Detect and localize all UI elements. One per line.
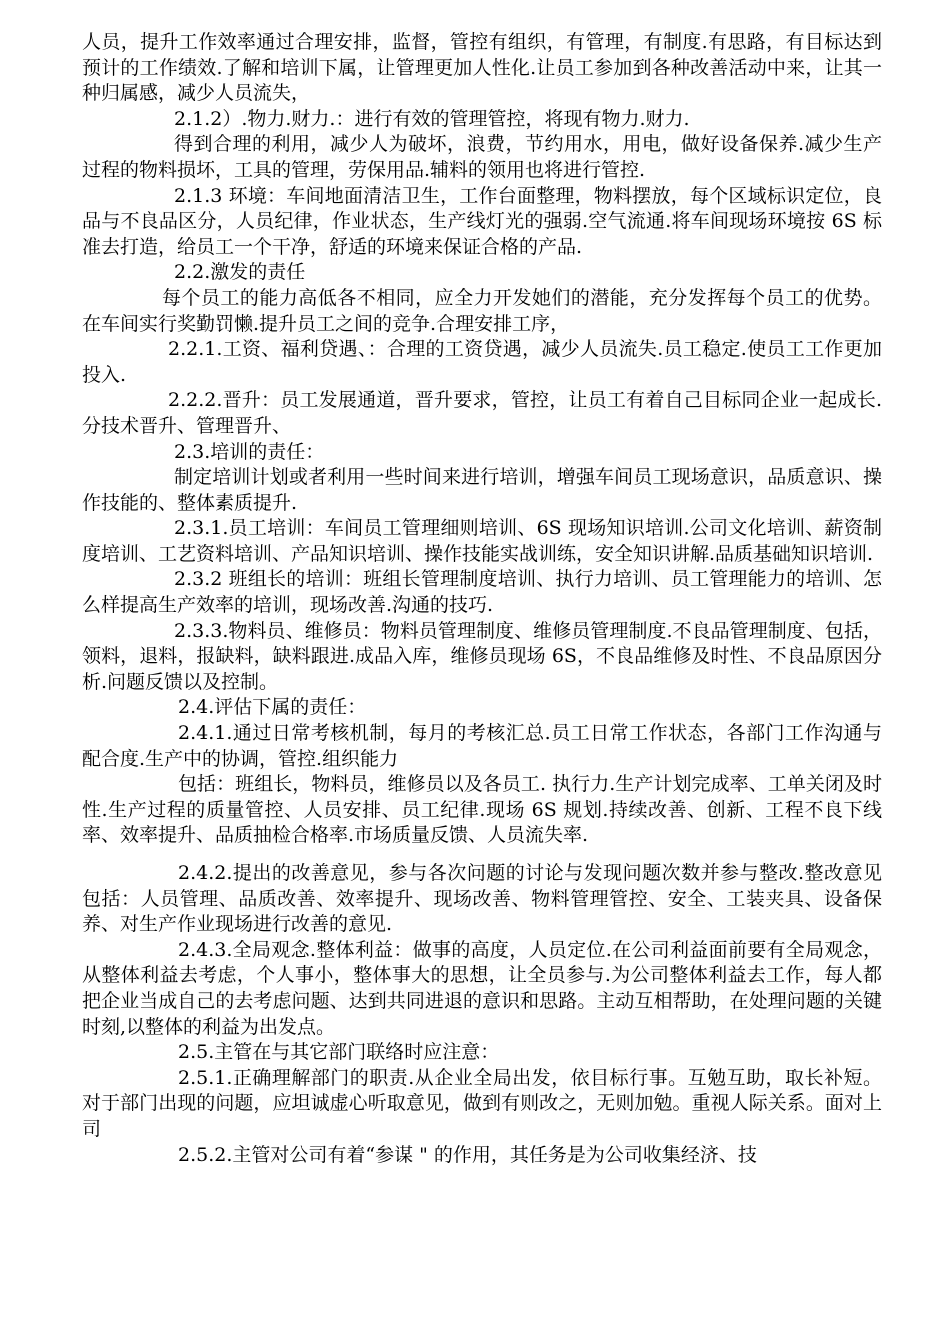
paragraph-2-3-1-staff-training: 2.3.1.员工培训：车间员工管理细则培训、6S 现场知识培训.公司文化培训、薪资制度培训、工艺资料培训、产品知识培训、操作技能实战训练，安全知识讲解.品质基础知识培训. xyxy=(82,517,882,565)
heading-2-3-training: 2.3.培训的责任： xyxy=(174,440,325,463)
paragraph-2-5-1-responsibilities: 2.5.1.正确理解部门的职责.从企业全局出发，依目标行事。互勉互助，取长补短。对于部门出现的问题，应坦诚虚心听取意见，做到有则改之，无则加勉。重视人际关系。面对上司 xyxy=(82,1066,882,1140)
paragraph-2-1-2-materials-finance: 2.1.2）.物力.财力.：进行有效的管理管控，将现有物力.财力. xyxy=(174,107,690,130)
paragraph-2-4-1-assessment: 2.4.1.通过日常考核机制，每月的考核汇总.员工日常工作状态，各部门工作沟通与配合度.生产中的协调，管控.组织能力 xyxy=(82,722,882,770)
paragraph-resource-use: 得到合理的利用，减少人为破坏，浪费，节约用水，用电，做好设备保养.减少生产过程的物料损坏，工具的管理，劳保用品.辅料的领用也将进行管控. xyxy=(82,133,882,181)
heading-2-5-liaison: 2.5.主管在与其它部门联络时应注意： xyxy=(178,1041,500,1064)
paragraph-2-4-2-improvement: 2.4.2.提出的改善意见，参与各次问题的讨论与发现问题次数并参与整改.整改意见包括：人员管理、品质改善、效率提升、现场改善、物料管理管控、安全、工装夹具、设备保养、对生产作业现场进行改善的意见. xyxy=(82,862,882,936)
document-page xyxy=(82,30,902,1168)
paragraph-training-plan: 制定培训计划或者利用一些时间来进行培训，增强车间员工现场意识，品质意识、操作技能的、整体素质提升. xyxy=(82,466,882,514)
paragraph-2-3-3-material-maintenance: 2.3.3.物料员、维修员：物料员管理制度、维修员管理制度.不良品管理制度、包括，领料，退料，报缺料，缺料跟进.成品入库，维修员现场 6S，不良品维修及时性、不良品原因分析.问题反馈以及控制。 xyxy=(82,619,882,693)
paragraph-employee-potential: 每个员工的能力高低各不相同，应全力开发她们的潜能，充分发挥每个员工的优势。在车间实行奖勤罚懒.提升员工之间的竞争.合理安排工序， xyxy=(82,286,882,335)
paragraph-2-4-3-overall-view: 2.4.3.全局观念.整体利益：做事的高度，人员定位.在公司利益面前要有全局观念，从整体利益去考虑，个人事小，整体事大的思想，让全员参与.为公司整体利益去工作，每人都把企业当成自己的去考虑问题、达到共同进退的意识和思路。主动互相帮助，在处理问题的关键时刻,以整体的利益为出发点。 xyxy=(82,938,882,1038)
paragraph-2-5-2-advisor-role: 2.5.2.主管对公司有着“参谋 " 的作用，其任务是为公司收集经济、技 xyxy=(178,1143,757,1166)
paragraph-2-2-2-promotion: 2.2.2.晋升：员工发展通道，晋升要求，管控，让员工有着自己目标同企业一起成长. 分技术晋升、管理晋升、 xyxy=(82,389,902,437)
paragraph-2-2-1-wages: 2.2.1.工资、福利贷遇、：合理的工资贷遇，减少人员流失.员工稳定.使员工工作更加投入. xyxy=(82,338,882,386)
heading-2-4-evaluation: 2.4.评估下属的责任： xyxy=(178,696,367,719)
paragraph-2-1-3-environment: 2.1.3 环境：车间地面清洁卫生，工作台面整理，物料摆放，每个区域标识定位，良品与不良品区分，人员纪律，作业状态，生产线灯光的强弱.空气流通.将车间现场环境按 6S 标准去打造，给员工一个干净，舒适的环境来保证合格的产品. xyxy=(82,184,882,258)
paragraph-staff-efficiency: 人员，提升工作效率通过合理安排，监督，管控有组织，有管理，有制度.有思路，有目标达到预计的工作绩效.了解和培训下属，让管理更加人性化.让员工参加到各种改善活动中来，让其一种归属感，减少人员流失， xyxy=(82,31,882,105)
paragraph-2-3-2-team-leader-training: 2.3.2 班组长的培训：班组长管理制度培训、执行力培训、员工管理能力的培训、怎么样提高生产效率的培训，现场改善.沟通的技巧. xyxy=(82,568,882,617)
paragraph-assessment-includes: 包括：班组长，物料员，维修员以及各员工. 执行力.生产计划完成率、工单关闭及时性.生产过程的质量管控、人员安排、员工纪律.现场 6S 规划.持续改善、创新、工程不良下线率、效率提升、品质抽检合格率.市场质量反馈、人员流失率. xyxy=(82,773,882,847)
heading-2-2-motivation: 2.2.激发的责任 xyxy=(174,261,306,284)
